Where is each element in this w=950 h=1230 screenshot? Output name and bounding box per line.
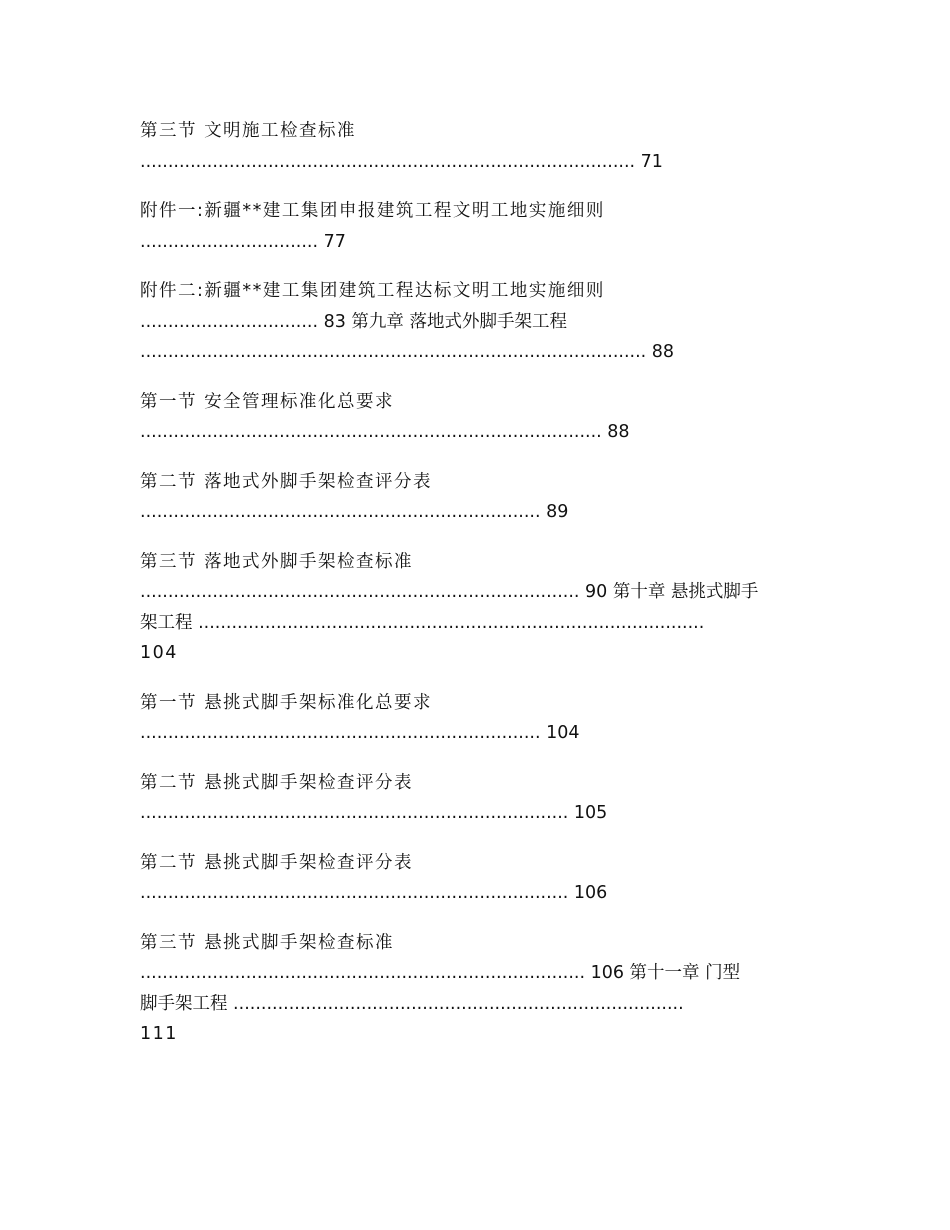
toc-line: 第二节 落地式外脚手架检查评分表 bbox=[140, 471, 433, 492]
toc-line: 架工程 ........................................................................................... bbox=[140, 612, 705, 633]
toc-line: ................................................................................... 88 bbox=[140, 422, 630, 442]
toc-line: ......................................................................................... 71 bbox=[140, 151, 663, 172]
toc-line: ............................................................................... 90 第十章 悬挑式脚手 bbox=[140, 582, 759, 602]
toc-line: ........................................................................................... 88 bbox=[140, 342, 675, 362]
toc-line: 第三节 悬挑式脚手架检查标准 bbox=[140, 932, 395, 953]
toc-entry[interactable] bbox=[140, 196, 820, 257]
toc-entry[interactable] bbox=[140, 387, 820, 448]
toc-line: ........................................................................ 89 bbox=[140, 502, 569, 522]
toc-line: 第二节 悬挑式脚手架检查评分表 bbox=[140, 852, 414, 873]
toc-line: ........................................................................ 104 bbox=[140, 723, 580, 743]
toc-entry[interactable] bbox=[140, 848, 820, 909]
toc-line: ................................ 83 第九章 落地式外脚手架工程 bbox=[140, 311, 567, 332]
toc-line: 第一节 安全管理标准化总要求 bbox=[140, 391, 395, 412]
toc-entry[interactable] bbox=[140, 547, 820, 669]
toc-line: ................................................................................ 106 第十一章 门型 bbox=[140, 963, 741, 983]
toc-line: 111 bbox=[140, 1024, 178, 1044]
toc-line: 第三节 落地式外脚手架检查标准 bbox=[140, 551, 414, 572]
toc-line: ................................ 77 bbox=[140, 231, 346, 252]
toc-line: 104 bbox=[140, 643, 178, 663]
toc-line: 附件二:新疆**建工集团建筑工程达标文明工地实施细则 bbox=[140, 281, 605, 301]
toc-entry[interactable] bbox=[140, 688, 820, 749]
toc-entry[interactable] bbox=[140, 467, 820, 528]
toc-line: 第三节 文明施工检查标准 bbox=[140, 121, 357, 141]
toc-line: 第二节 悬挑式脚手架检查评分表 bbox=[140, 772, 414, 793]
toc-entry[interactable] bbox=[140, 928, 820, 1050]
toc-line: ............................................................................. 106 bbox=[140, 883, 608, 903]
toc-entry[interactable] bbox=[140, 116, 820, 177]
toc-entry[interactable] bbox=[140, 768, 820, 829]
toc-line: ............................................................................. 105 bbox=[140, 803, 608, 823]
toc-line: 第一节 悬挑式脚手架标准化总要求 bbox=[140, 692, 433, 713]
toc-line: 附件一:新疆**建工集团申报建筑工程文明工地实施细则 bbox=[140, 201, 605, 221]
table-of-contents bbox=[140, 116, 820, 1069]
toc-line: 脚手架工程 ................................................................................. bbox=[140, 993, 684, 1014]
toc-entry[interactable] bbox=[140, 276, 820, 368]
